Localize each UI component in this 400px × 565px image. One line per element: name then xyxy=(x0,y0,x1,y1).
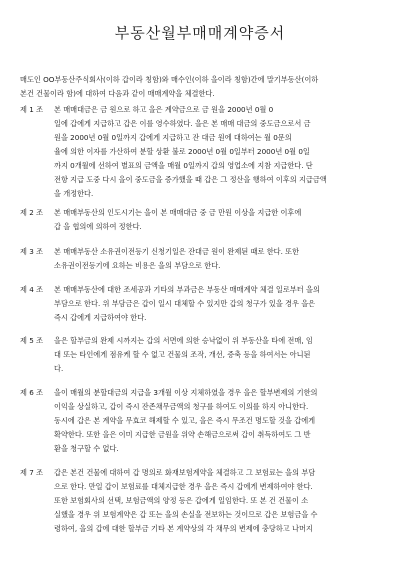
article-line: 본 매매부동산 소유권이전등기 신청기일은 잔대금 원이 완제된 때로 한다. 또한 xyxy=(54,247,300,256)
intro-line: 본건 건물이라 함)에 대하여 다음과 같이 매매계약을 체결한다. xyxy=(20,89,215,98)
article-body xyxy=(54,386,385,456)
article-line: 율에 의한 이자를 가산하여 분할 상환 불로 2000년 0월 0일부터 2000년 0월 0일 xyxy=(54,147,310,156)
intro-line: 매도인 OO부동산주식회사(이하 갑이라 칭함)와 매수인(이하 을이라 칭함)간에 말기부동산(이하 xyxy=(20,75,319,84)
article-line: 소유권이전등기에 요하는 비용은 을의 부담으로 한다. xyxy=(54,261,221,270)
article-line: 이익을 상실하고, 갑이 즉시 잔존채무금액의 청구를 하여도 이의를 하지 아니한다. xyxy=(54,402,309,411)
article-label: 제 4 조 xyxy=(20,285,44,294)
article-line: 갑 을 협의에 의하여 정한다. xyxy=(54,222,142,231)
article-line: 갑은 본건 건물에 대하여 갑 명의로 화재보험계약을 체결하고 그 보험료는 을의 부담 xyxy=(54,468,316,477)
article-line: 을 개정한다. xyxy=(54,189,94,198)
document-title: 부동산월부매매계약증서 xyxy=(114,24,286,42)
article-line: 확약한다. 또한 을은 이미 지급한 금원을 위약 손해금으로써 갑이 취득하여도 그 반 xyxy=(54,430,311,439)
article-3 xyxy=(20,245,385,273)
article-line: 본 매매부동산에 대한 조세공과 기타의 부과금은 부동산 매매계약 체결 일로부터 을의 xyxy=(54,285,320,294)
article-line: 환을 청구할 수 없다. xyxy=(54,444,119,453)
intro-paragraph xyxy=(20,73,385,101)
article-line: 원을 2000년 0월 0일까지 갑에게 지급하고 잔 대금 원에 대하여는 월 0문의 xyxy=(54,133,292,142)
article-line: 령하여, 을의 갑에 대한 할부금 기타 본 계약상의 각 채무의 변제에 충당하고 나머지 xyxy=(54,524,313,533)
article-5 xyxy=(20,334,385,376)
article-label: 제 3 조 xyxy=(20,247,44,256)
article-label: 제 2 조 xyxy=(20,208,44,217)
article-label: 제 1 조 xyxy=(20,105,44,114)
article-line: 전항 지급 도중 다시 을이 중도금을 증가했을 때 갑은 그 정산을 행하여 이후의 지급금액 xyxy=(54,175,327,184)
article-line: 을이 매월의 분할대금의 지급을 3개월 이상 지체하였을 경우 을은 할부변제의 기한의 xyxy=(54,388,318,397)
article-line: 또한 보험회사의 선택, 보험금액의 양정 등은 갑에게 일임한다. 또 본 건 건물이 소 xyxy=(54,496,309,505)
article-2 xyxy=(20,206,385,234)
article-body xyxy=(54,245,385,273)
article-body xyxy=(54,334,385,376)
article-4 xyxy=(20,283,385,325)
article-line: 을은 할부금의 완제 시까지는 갑의 서면에 의한 승낙없이 위 부동산을 타에 전매, 임 xyxy=(54,336,313,345)
article-label: 제 6 조 xyxy=(20,388,44,397)
article-body xyxy=(54,103,385,201)
article-6 xyxy=(20,386,385,456)
article-line: 즉시 갑에게 지급하여야 한다. xyxy=(54,313,147,322)
article-7 xyxy=(20,466,385,536)
article-line: 대 또는 타인에게 점유케 할 수 없고 건물의 조작, 개선, 증축 등을 하여서는 아니된 xyxy=(54,350,311,359)
article-1 xyxy=(20,103,385,201)
article-line: 본 매매대금은 금 원으로 하고 을은 계약금으로 금 원을 2000년 0월 0 xyxy=(54,105,274,114)
article-body xyxy=(54,283,385,325)
article-label: 제 7 조 xyxy=(20,468,44,477)
article-body xyxy=(54,206,385,234)
article-line: 동시에 갑은 본 계약을 무효코 해제할 수 있고, 을은 즉시 무조건 명도할 것을 갑에게 xyxy=(54,416,316,425)
article-line: 부담으로 한다. 위 부담금은 갑이 일시 대체할 수 있지만 갑의 청구가 있을 경우 을은 xyxy=(54,299,316,308)
article-line: 본 매매부동산의 인도시기는 을이 본 매매대금 중 금 만원 이상을 지급한 이후에 xyxy=(54,208,302,217)
article-label: 제 5 조 xyxy=(20,336,44,345)
article-line: 다. xyxy=(54,364,64,373)
article-body xyxy=(54,466,385,536)
article-line: 실했을 경우 위 보험계약은 갑 또는 을의 손실을 전보하는 것이므로 갑은 보험금을 수 xyxy=(54,510,318,519)
article-line: 일에 갑에게 지급하고 갑은 이를 영수하였다. 을은 본 매매 대금의 중도금으로서 금 xyxy=(54,119,311,128)
article-line: 까지 0개월에 선하여 별표의 금액을 매월 0일까지 갑의 영업소에 지참 지급한다. 단 xyxy=(54,161,313,170)
article-line: 으로 한다. 만일 갑이 보험료를 대체지급한 경우 을은 즉시 갑에게 변제하여야 한다. xyxy=(54,482,313,491)
